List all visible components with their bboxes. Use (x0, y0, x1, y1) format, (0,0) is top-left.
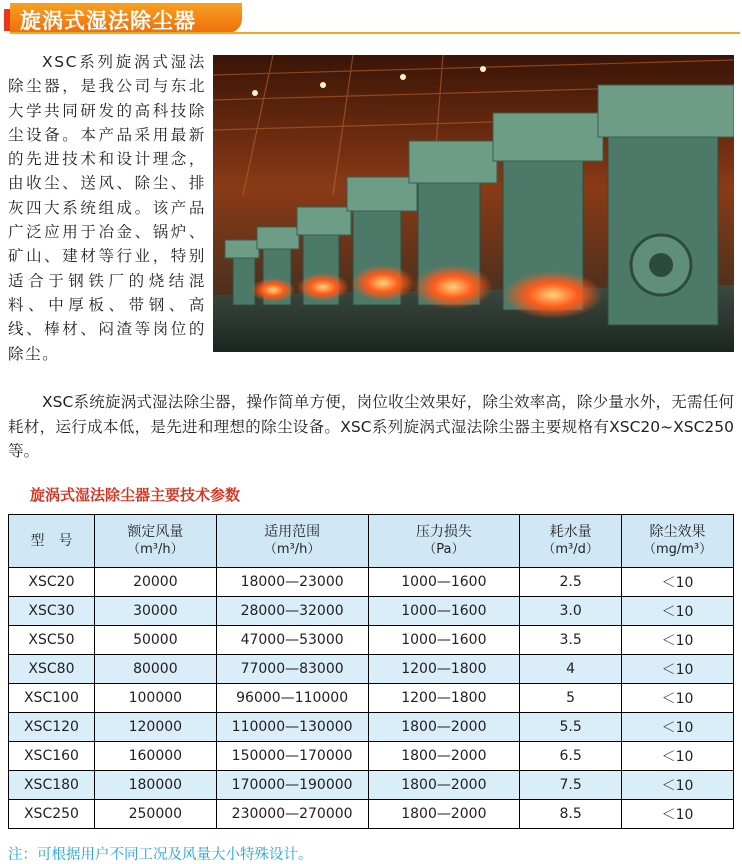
header-rated-airflow: 额定风量 （m³/h） (94, 515, 216, 568)
table-header-row (9, 515, 734, 568)
cell-model: XSC80 (9, 655, 95, 684)
cell-model: XSC20 (9, 568, 95, 597)
cell-effect: ＜10 (622, 713, 734, 742)
cell-range: 170000—190000 (216, 771, 368, 800)
cell-effect: ＜10 (622, 800, 734, 829)
cell-effect: ＜10 (622, 742, 734, 771)
footnote: 注：可根据用户不同工况及风量大小特殊设计。 (8, 847, 313, 863)
cell-pressure: 1800—2000 (368, 771, 520, 800)
table-title: 旋涡式湿法除尘器主要技术参数 (30, 486, 241, 504)
intro-text: XSC系列旋涡式湿法除尘器，是我公司与东北大学共同研发的高科技除尘设备。本产品采用最新的先进技术和设计理念，由收尘、送风、除尘、排灰四大系统组成。该产品广泛应用于冶金、锅炉、矿山、建材等行业，特别适合于钢铁厂的烧结混料、中厚板、带钢、高线、棒材、闷渣等岗位的除尘。 (8, 53, 206, 363)
cell-range: 230000—270000 (216, 800, 368, 829)
cell-range: 28000—32000 (216, 597, 368, 626)
table-row (9, 800, 734, 829)
table-row (9, 597, 734, 626)
header-model: 型 号 (9, 515, 95, 568)
cell-pressure: 1800—2000 (368, 713, 520, 742)
table-row (9, 684, 734, 713)
cell-water: 5 (520, 684, 622, 713)
header-dust-removal-effect: 除尘效果 （mg/m³） (622, 515, 734, 568)
cell-airflow: 180000 (94, 771, 216, 800)
section-header (4, 3, 740, 33)
cell-model: XSC160 (9, 742, 95, 771)
cell-model: XSC50 (9, 626, 95, 655)
cell-water: 5.5 (520, 713, 622, 742)
cell-water: 2.5 (520, 568, 622, 597)
cell-pressure: 1000—1600 (368, 626, 520, 655)
cell-water: 4 (520, 655, 622, 684)
cell-water: 3.0 (520, 597, 622, 626)
table-row (9, 568, 734, 597)
cell-airflow: 80000 (94, 655, 216, 684)
cell-range: 96000—110000 (216, 684, 368, 713)
table-row (9, 626, 734, 655)
cell-effect: ＜10 (622, 568, 734, 597)
cell-pressure: 1000—1600 (368, 597, 520, 626)
cell-model: XSC120 (9, 713, 95, 742)
cell-water: 8.5 (520, 800, 622, 829)
factory-photo-illustration (213, 55, 734, 352)
cell-water: 7.5 (520, 771, 622, 800)
description-text: XSC系统旋涡式湿法除尘器，操作简单方便，岗位收尘效果好，除尘效率高，除少量水外，无需任何耗材，运行成本低，是先进和理想的除尘设备。XSC系列旋涡式湿法除尘器主要规格有XSC20~XSC250等。 (8, 393, 734, 460)
cell-range: 47000—53000 (216, 626, 368, 655)
cell-pressure: 1800—2000 (368, 800, 520, 829)
cell-range: 110000—130000 (216, 713, 368, 742)
cell-airflow: 30000 (94, 597, 216, 626)
table-row (9, 713, 734, 742)
header-pressure-loss: 压力损失 （Pa） (368, 515, 520, 568)
cell-range: 77000—83000 (216, 655, 368, 684)
cell-airflow: 100000 (94, 684, 216, 713)
cell-model: XSC250 (9, 800, 95, 829)
cell-pressure: 1000—1600 (368, 568, 520, 597)
cell-effect: ＜10 (622, 771, 734, 800)
cell-model: XSC180 (9, 771, 95, 800)
intro-paragraph (8, 50, 206, 366)
cell-effect: ＜10 (622, 655, 734, 684)
description-paragraph (8, 390, 734, 464)
cell-airflow: 160000 (94, 742, 216, 771)
cell-pressure: 1200—1800 (368, 655, 520, 684)
cell-airflow: 250000 (94, 800, 216, 829)
cell-airflow: 120000 (94, 713, 216, 742)
cell-range: 150000—170000 (216, 742, 368, 771)
page-title: 旋涡式湿法除尘器 (20, 9, 196, 33)
cell-pressure: 1800—2000 (368, 742, 520, 771)
cell-effect: ＜10 (622, 597, 734, 626)
cell-model: XSC100 (9, 684, 95, 713)
header-applicable-range: 适用范围 （m³/h） (216, 515, 368, 568)
table-row (9, 655, 734, 684)
table-row (9, 742, 734, 771)
cell-pressure: 1200—1800 (368, 684, 520, 713)
factory-photo (213, 55, 734, 352)
cell-water: 6.5 (520, 742, 622, 771)
table-row (9, 771, 734, 800)
cell-effect: ＜10 (622, 626, 734, 655)
header-water-consumption: 耗水量 （m³/d） (520, 515, 622, 568)
cell-airflow: 50000 (94, 626, 216, 655)
cell-range: 18000—23000 (216, 568, 368, 597)
cell-model: XSC30 (9, 597, 95, 626)
cell-water: 3.5 (520, 626, 622, 655)
spec-table (8, 514, 734, 829)
cell-airflow: 20000 (94, 568, 216, 597)
cell-effect: ＜10 (622, 684, 734, 713)
